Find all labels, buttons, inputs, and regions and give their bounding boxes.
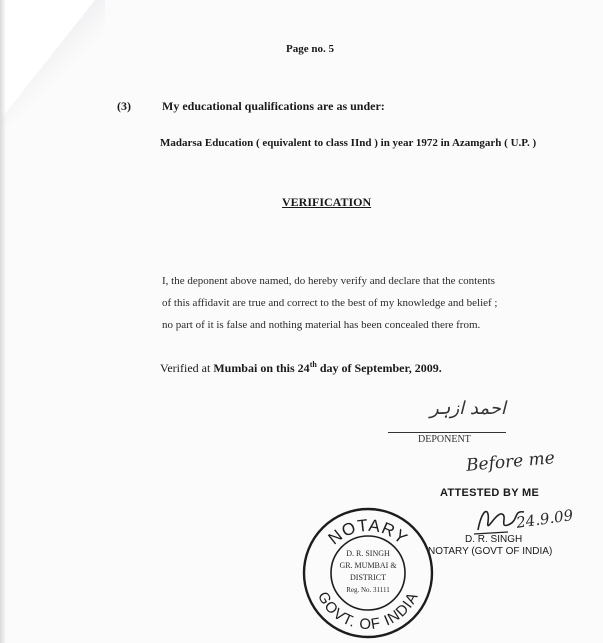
verified-day-suffix: th xyxy=(309,360,317,369)
verification-paragraph xyxy=(162,270,497,336)
verification-title: VERIFICATION xyxy=(282,195,372,209)
notary-designation: NOTARY (GOVT OF INDIA) xyxy=(428,546,553,557)
page-number: Page no. 5 xyxy=(286,43,334,55)
seal-inner-line: Reg. No. 31111 xyxy=(346,586,390,594)
verified-statement xyxy=(160,360,442,376)
verified-prefix: Verified at xyxy=(160,361,214,375)
verification-line: of this affidavit are true and correct to the best of my knowledge and belief ; xyxy=(162,297,498,309)
verified-day: on this 24 xyxy=(257,361,310,375)
deponent-signature: احمد ازہر xyxy=(430,398,506,419)
notary-seal xyxy=(300,505,436,641)
seal-bottom-text: GOVT. OF INDIA xyxy=(314,589,422,634)
before-me-handwriting: Before me xyxy=(465,448,556,476)
verified-month-year: day of September, 2009. xyxy=(316,361,442,375)
seal-inner-line: DISTRICT xyxy=(350,573,386,582)
seal-top-text: NOTARY xyxy=(324,515,412,549)
page-edge-shadow xyxy=(0,0,6,643)
verified-place: Mumbai xyxy=(213,361,258,375)
attested-stamp: ATTESTED BY ME xyxy=(440,487,540,499)
qualification-detail: Madarsa Education ( equivalent to class IInd ) in year 1972 in Azamgarh ( U.P. ) xyxy=(160,137,537,149)
seal-inner-line: D. R. SINGH xyxy=(346,549,390,558)
verification-line: no part of it is false and nothing material has been concealed there from. xyxy=(162,319,481,331)
svg-text:NOTARY xyxy=(325,516,412,549)
folded-corner xyxy=(0,0,95,120)
svg-text:GOVT. OF INDIA xyxy=(314,589,422,633)
verification-line: I, the deponent above named, do hereby verify and declare that the contents xyxy=(162,275,495,287)
deponent-label: DEPONENT xyxy=(418,434,471,445)
signature-line xyxy=(388,432,506,433)
seal-inner-line: GR. MUMBAI & xyxy=(339,561,397,570)
notary-name: D. R. SINGH xyxy=(465,534,523,545)
handwritten-date: 24.9.09 xyxy=(515,506,575,532)
section-number: (3) xyxy=(117,99,131,113)
qualification-heading: My educational qualifications are as under: xyxy=(162,99,385,113)
